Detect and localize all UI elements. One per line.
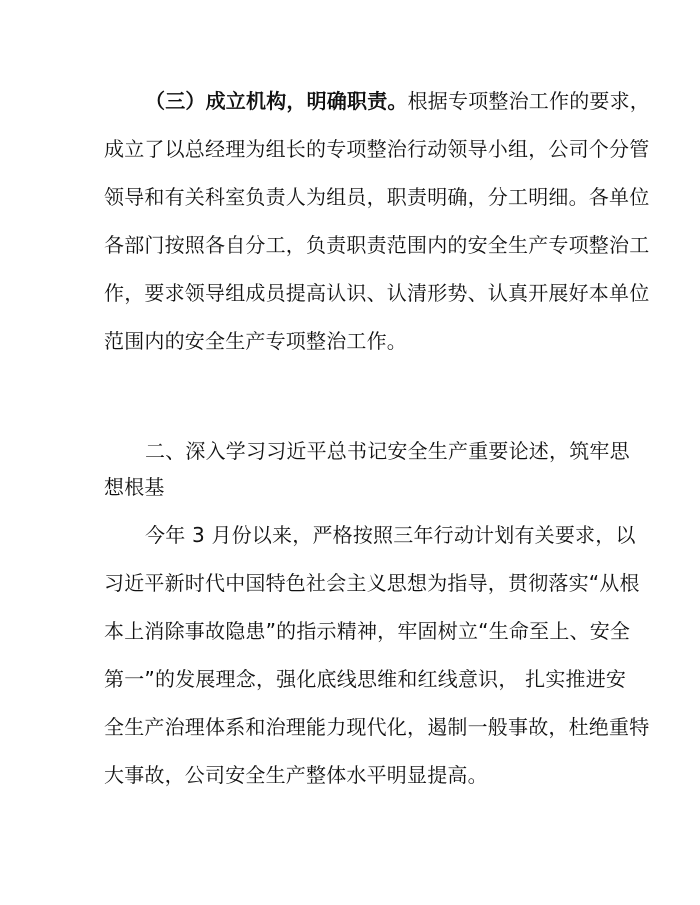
section-two-paragraph-line: 习近平新时代中国特色社会主义思想为指导，贯彻落实“从根 — [104, 571, 640, 595]
section-three-line: 成立了以总经理为组长的专项整治行动领导小组，公司个分管 — [104, 137, 650, 161]
section-three-line: 各部门按照各自分工，负责职责范围内的安全生产专项整治工 — [104, 233, 650, 257]
section-two-paragraph-line: 今年 3 月份以来，严格按照三年行动计划有关要求，以 — [145, 523, 636, 547]
section-two-paragraph-line: 全生产治理体系和治理能力现代化，遏制一般事故，杜绝重特 — [104, 715, 650, 739]
section-two-title-line: 想根基 — [104, 475, 165, 499]
section-three-line: 领导和有关科室负责人为组员，职责明确，分工明细。各单位 — [104, 185, 650, 209]
section-two-paragraph-line: 第一”的发展理念，强化底线思维和红线意识， 扎实推进安 — [104, 667, 627, 691]
section-three-line: 作，要求领导组成员提高认识、认清形势、认真开展好本单位 — [104, 281, 650, 305]
section-two-title-line: 二、深入学习习近平总书记安全生产重要论述，筑牢思 — [145, 439, 630, 463]
section-two-paragraph-line: 大事故，公司安全生产整体水平明显提高。 — [104, 763, 488, 787]
section-three-line: 范围内的安全生产专项整治工作。 — [104, 329, 407, 353]
section-three-heading: （三）成立机构，明确职责。 — [145, 89, 408, 113]
section-three-first-line-rest: 根据专项整治工作的要求， — [407, 89, 651, 113]
section-three-first-line — [145, 89, 650, 113]
section-two-paragraph-line: 本上消除事故隐患”的指示精神，牢固树立“生命至上、安全 — [104, 619, 631, 643]
